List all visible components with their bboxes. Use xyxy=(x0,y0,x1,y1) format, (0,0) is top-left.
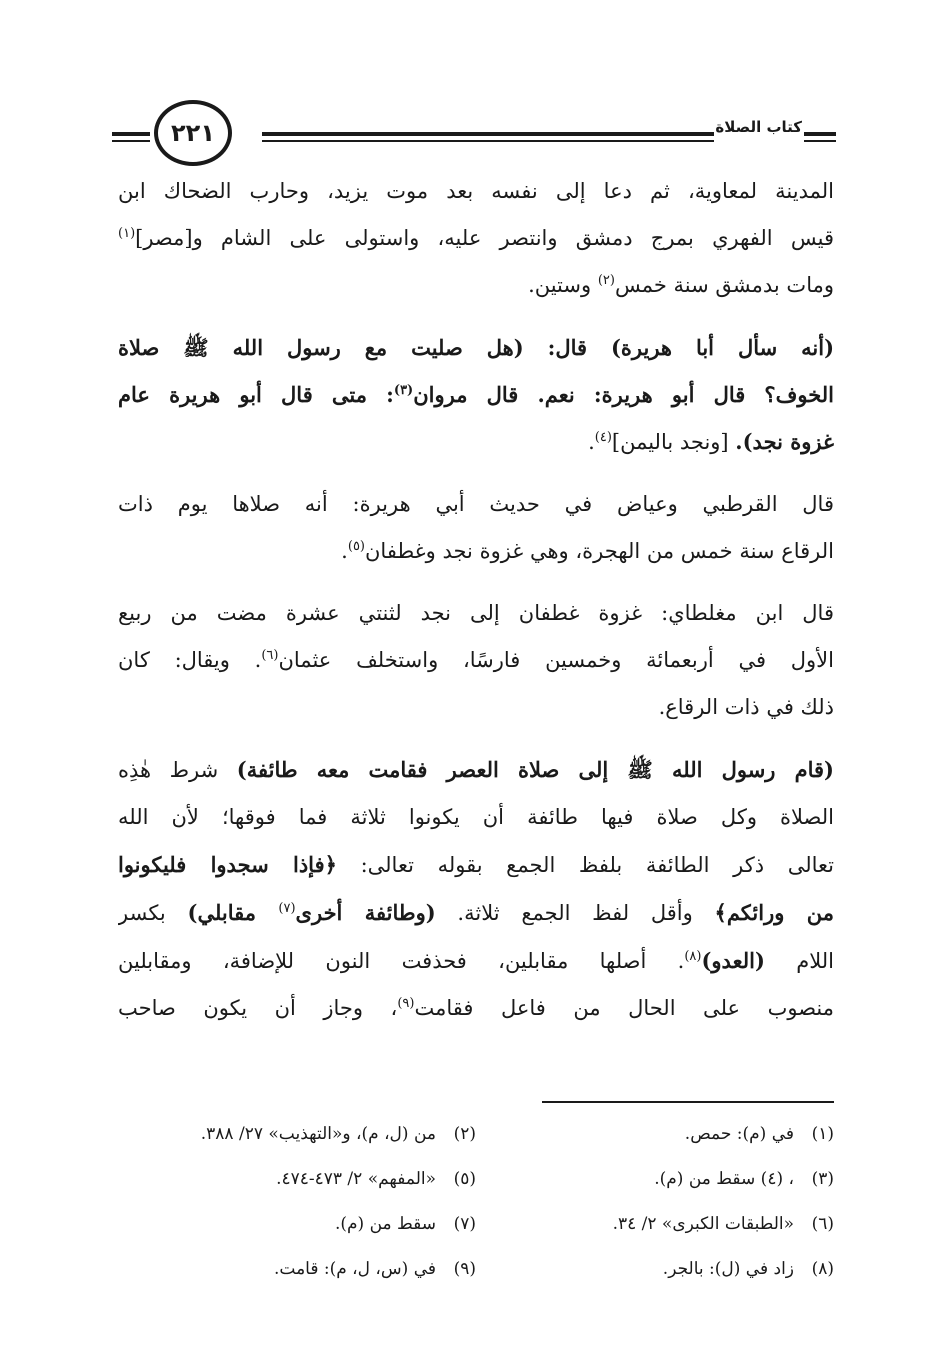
text-run: الخوف؟ قال أبو هريرة: نعم. قال مروان xyxy=(413,382,834,407)
page-number-circle xyxy=(154,100,232,166)
text-line xyxy=(118,528,834,575)
text-run: (قام رسول الله ﷺ إلى صلاة العصر فقامت معه طائفة) xyxy=(236,757,834,782)
text-run: الرقاع سنة خمس من الهجرة، وهي غزوة نجد وغطفان xyxy=(365,539,834,563)
paragraph xyxy=(118,168,834,309)
footnote xyxy=(118,1202,476,1247)
text-run: . أصلها مقابلين، فحذفت النون للإضافة، ومقابلين xyxy=(118,949,685,973)
footnote xyxy=(476,1112,834,1157)
footnote-ref: (٧) xyxy=(278,901,296,916)
footnote-row xyxy=(118,1157,834,1202)
text-run: . xyxy=(341,539,348,563)
footnote-number: (٥) xyxy=(453,1169,476,1189)
footnote-number: (٧) xyxy=(453,1214,476,1234)
footnote-text: في (م): حمص. xyxy=(684,1124,794,1144)
text-run: قال ابن مغلطاي: غزوة غطفان إلى نجد لثنتي عشرة مضت من ربيع xyxy=(118,601,834,625)
text-run: : متى قال أبو هريرة عام xyxy=(118,382,394,407)
header-rule xyxy=(112,140,150,142)
text-line xyxy=(118,637,834,684)
text-line xyxy=(118,985,834,1032)
header-rule xyxy=(112,132,150,136)
text-line xyxy=(118,262,834,309)
text-run: ، وجاز أن يكون صاحب xyxy=(118,996,398,1020)
footnote xyxy=(118,1247,476,1292)
header-rule xyxy=(262,140,714,142)
text-line xyxy=(118,746,834,794)
footnote-number: (٩) xyxy=(453,1259,476,1279)
footnote-row xyxy=(118,1112,834,1157)
text-line xyxy=(118,684,834,731)
paragraph xyxy=(118,590,834,731)
page-header xyxy=(112,96,836,166)
footnote-number: (٦) xyxy=(811,1214,834,1234)
footnote xyxy=(476,1157,834,1202)
text-run: المدينة لمعاوية، ثم دعا إلى نفسه بعد موت يزيد، وحارب الضحاك ابن xyxy=(118,179,834,203)
text-line xyxy=(118,418,834,466)
text-run: الصلاة وكل صلاة فيها طائفة أن يكونوا ثلاثة فما فوقها؛ لأن الله xyxy=(118,805,834,829)
text-line xyxy=(118,794,834,841)
footnote-ref: (٨) xyxy=(684,949,702,964)
text-line xyxy=(118,324,834,371)
footnote xyxy=(476,1247,834,1292)
text-run: منصوب على الحال من فاعل فقامت xyxy=(414,996,834,1020)
footnote-ref: (٩) xyxy=(397,996,415,1011)
text-line xyxy=(118,937,834,985)
footnote-separator xyxy=(542,1101,834,1103)
text-run: [ونجد باليمن] xyxy=(611,430,736,454)
text-run: تعالى ذكر الطائفة بلفظ الجمع بقوله تعالى: xyxy=(336,853,834,877)
text-line xyxy=(118,371,834,418)
quran-quote: من ورائكم﴾ xyxy=(714,900,834,925)
footnote-ref: (٤) xyxy=(594,430,612,445)
footnote-number: (١) xyxy=(811,1124,834,1144)
text-run: . ويقال: كان xyxy=(118,648,262,672)
page-number: ٢٢١ xyxy=(171,119,215,147)
footnote-number: (٢) xyxy=(453,1124,476,1144)
text-line xyxy=(118,889,834,937)
text-run: الأول في أربعمائة وخمسين فارسًا، واستخلف عثمان xyxy=(278,648,834,672)
main-text xyxy=(118,168,834,1047)
footnote-row xyxy=(118,1202,834,1247)
text-line xyxy=(118,215,834,262)
footnote-text: زاد في (ل): بالجر. xyxy=(662,1259,794,1279)
text-run: قيس الفهري بمرج دمشق وانتصر عليه، واستولى على الشام و[مصر] xyxy=(135,226,834,250)
footnote-row xyxy=(118,1247,834,1292)
header-rule xyxy=(804,132,836,136)
text-run: (العدو) xyxy=(701,948,765,973)
text-line xyxy=(118,168,834,215)
text-run: اللام xyxy=(764,949,834,973)
footnote-text: ، (٤) سقط من (م). xyxy=(654,1169,794,1189)
text-run: ومات بدمشق سنة خمس xyxy=(614,273,834,297)
footnote-ref: (٥) xyxy=(347,539,365,554)
footnote-text: سقط من (م). xyxy=(334,1214,436,1234)
text-run: شرط هٰذِه xyxy=(118,758,237,782)
text-run: (أنه سأل أبا هريرة) قال: (هل صليت مع رسول الله ﷺ صلاة xyxy=(118,335,834,360)
text-run: ذلك في ذات الرقاع. xyxy=(658,695,834,719)
footnote-ref: (١) xyxy=(118,226,136,241)
footnote xyxy=(118,1157,476,1202)
footnote-number: (٣) xyxy=(811,1169,834,1189)
text-line xyxy=(118,590,834,637)
paragraph xyxy=(118,481,834,575)
paragraph xyxy=(118,324,834,466)
footnote-ref: (٣) xyxy=(393,383,414,398)
header-rule xyxy=(804,140,836,142)
paragraph xyxy=(118,746,834,1032)
footnote-text: في (س، ل، م): قامت. xyxy=(273,1259,436,1279)
text-run: قال القرطبي وعياض في حديث أبي هريرة: أنه صلاها يوم ذات xyxy=(118,492,834,516)
footnotes xyxy=(118,1112,834,1292)
text-line xyxy=(118,481,834,528)
text-run: وأقل لفظ الجمع ثلاثة. xyxy=(435,901,715,925)
text-run: غزوة نجد). xyxy=(735,429,834,454)
text-run: . xyxy=(588,430,595,454)
footnote xyxy=(118,1112,476,1157)
footnote xyxy=(476,1202,834,1247)
text-run: مقابلي) xyxy=(187,900,279,925)
text-run: (وطائفة أخرى xyxy=(295,900,436,925)
footnote-number: (٨) xyxy=(811,1259,834,1279)
footnote-ref: (٢) xyxy=(597,273,615,288)
text-line xyxy=(118,841,834,889)
quran-quote: ﴿فإذا سجدوا فليكونوا xyxy=(118,852,337,877)
text-run: وستين. xyxy=(528,273,598,297)
footnote-text: «الطبقات الكبرى» ٢/ ٣٤. xyxy=(612,1214,794,1234)
header-rule xyxy=(262,132,714,136)
text-run: بكسر xyxy=(118,901,188,925)
footnote-text: «المفهم» ٢/ ٤٧٣-٤٧٤. xyxy=(276,1169,436,1189)
footnote-text: من (ل، م)، و«التهذيب» ٢٧/ ٣٨٨. xyxy=(200,1124,436,1144)
running-title: كتاب الصلاة xyxy=(715,118,802,136)
footnote-ref: (٦) xyxy=(261,648,279,663)
